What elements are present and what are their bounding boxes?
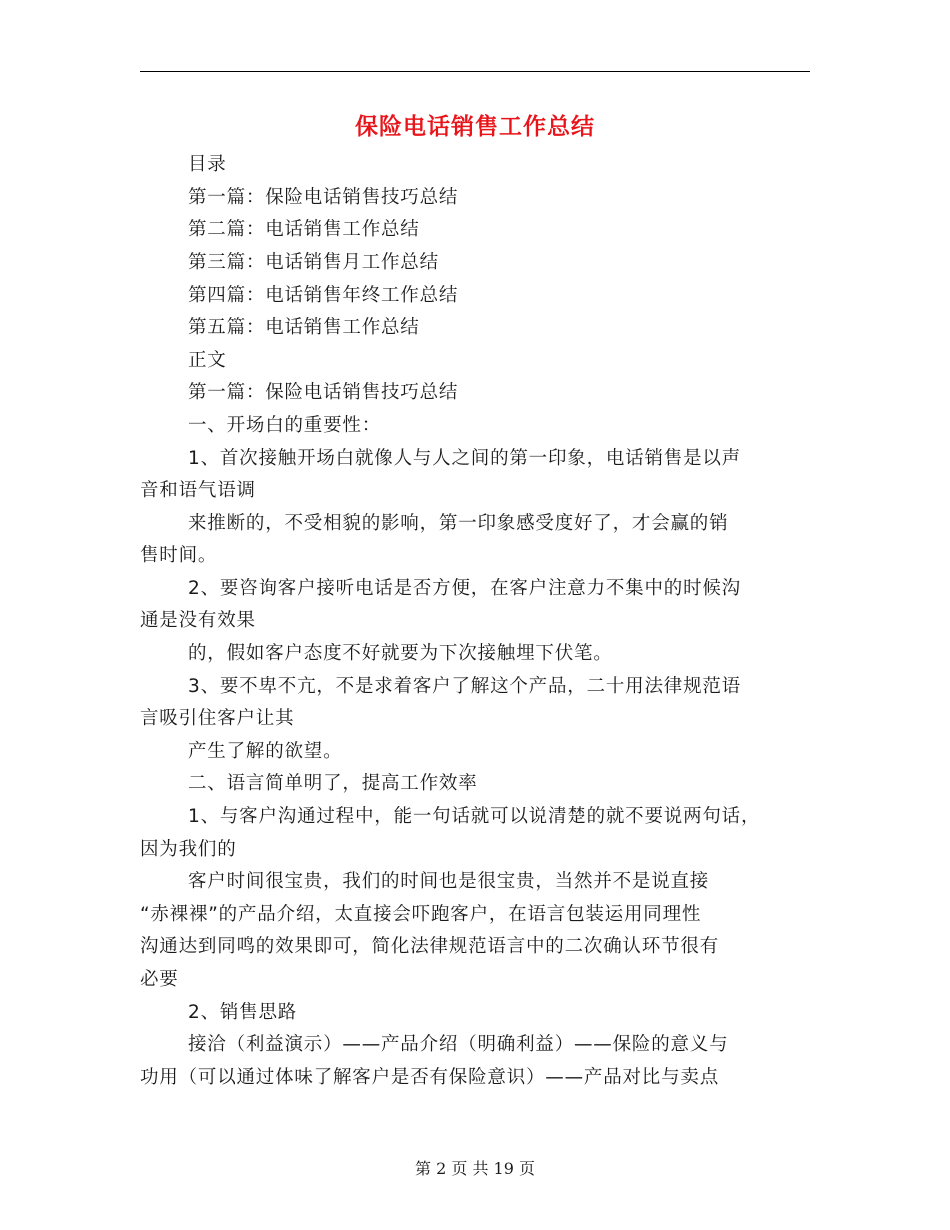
body-line: 客户时间很宝贵，我们的时间也是很宝贵，当然并不是说直接 (188, 871, 710, 892)
body-line: 售时间。 (140, 545, 218, 566)
body-line: 1、首次接触开场白就像人与人之间的第一印象，电话销售是以声 (188, 448, 741, 469)
body-line: 必要 (140, 969, 179, 990)
body-line: “赤裸裸”的产品介绍，太直接会吓跑客户，在语言包装运用同理性 (140, 904, 702, 925)
body-line: 音和语气语调 (140, 480, 256, 501)
body-line: 通是没有效果 (140, 610, 256, 631)
body-line: 沟通达到同鸣的效果即可，简化法律规范语言中的二次确认环节很有 (140, 936, 720, 957)
body-line: 正文 (188, 350, 227, 371)
body-line: 3、要不卑不亢，不是求着客户了解这个产品，二十用法律规范语 (188, 676, 741, 697)
body-line: 第二篇：电话销售工作总结 (188, 219, 420, 240)
body-line: 第一篇：保险电话销售技巧总结 (188, 187, 459, 208)
body-line: 接洽（利益演示）——产品介绍（明确利益）——保险的意义与 (188, 1034, 729, 1055)
body-line: 第三篇：电话销售月工作总结 (188, 252, 439, 273)
body-line: 产生了解的欲望。 (188, 741, 343, 762)
body-line: 目录 (188, 154, 227, 175)
body-line: 第一篇：保险电话销售技巧总结 (188, 382, 459, 403)
body-line: 1、与客户沟通过程中，能一句话就可以说清楚的就不要说两句话， (188, 806, 761, 827)
body-line: 功用（可以通过体味了解客户是否有保险意识）——产品对比与卖点 (140, 1067, 720, 1088)
body-line: 一、开场白的重要性： (188, 415, 382, 436)
document-title: 保险电话销售工作总结 (355, 114, 595, 140)
body-line: 因为我们的 (140, 839, 237, 860)
body-line: 2、销售思路 (188, 1002, 298, 1023)
body-line: 的，假如客户态度不好就要为下次接触埋下伏笔。 (188, 643, 613, 664)
body-line: 言吸引住客户让其 (140, 708, 295, 729)
body-line: 2、要咨询客户接听电话是否方便，在客户注意力不集中的时候沟 (188, 578, 741, 599)
page-number-footer: 第 2 页 共 19 页 (415, 1159, 535, 1178)
body-line: 第五篇：电话销售工作总结 (188, 317, 420, 338)
body-line: 二、语言简单明了，提高工作效率 (188, 773, 478, 794)
body-line: 来推断的，不受相貌的影响，第一印象感受度好了，才会赢的销 (188, 513, 729, 534)
body-line: 第四篇：电话销售年终工作总结 (188, 285, 459, 306)
